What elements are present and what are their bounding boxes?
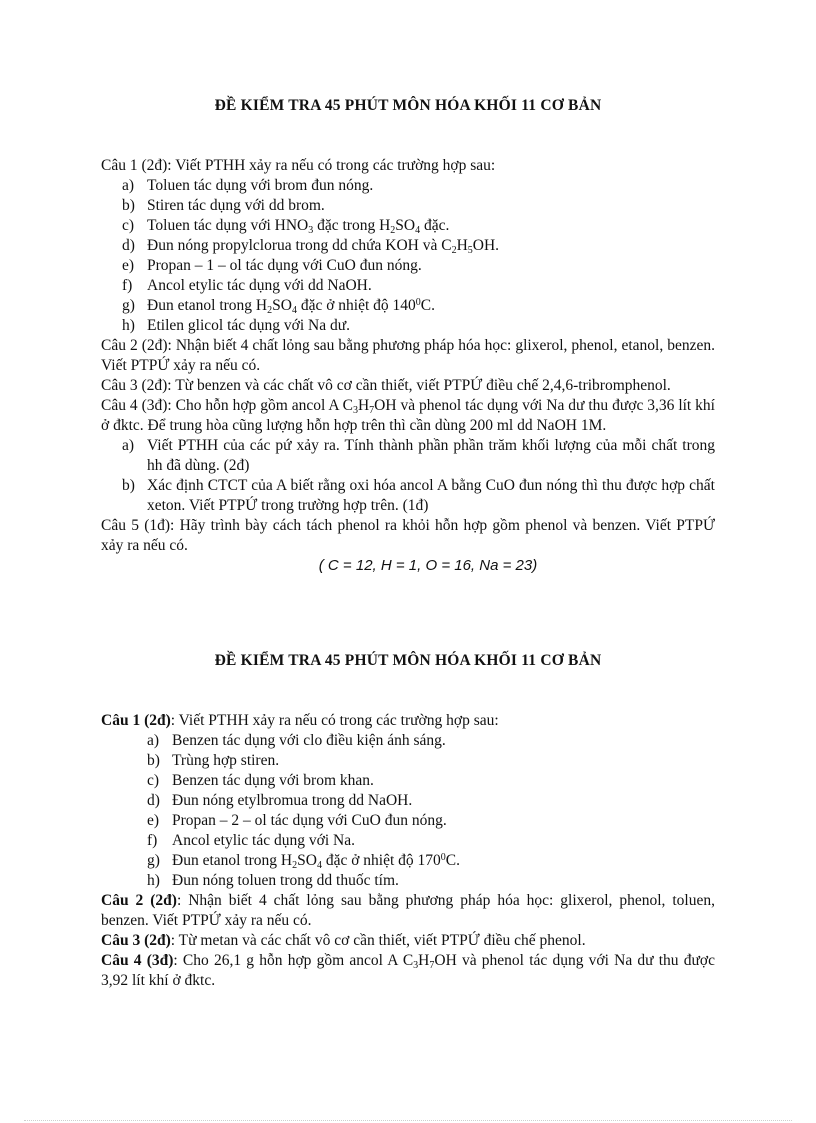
exam-version-1	[101, 96, 715, 576]
question-2: Câu 2 (2đ): Nhận biết 4 chất lỏng sau bằng phương pháp hóa học: glixerol, phenol, toluen, benzen. Viết PTPỨ xảy ra nếu có.	[101, 892, 715, 929]
list-item: a) Toluen tác dụng với brom đun nóng.	[122, 177, 374, 194]
question-label: Câu 3 (2đ)	[101, 377, 168, 394]
list-item: e) Propan – 2 – ol tác dụng với CuO đun nóng.	[147, 812, 447, 829]
list-item: h) Etilen glicol tác dụng với Na dư.	[122, 317, 350, 334]
question-label: Câu 2 (2đ)	[101, 892, 177, 909]
question-4: Câu 4 (3đ): Cho 26,1 g hỗn hợp gồm ancol A $C_3H_7OH$ và phenol tác dụng với Na dư thu được 3,92 lít khí ở đktc.	[101, 952, 715, 989]
question-4-items	[101, 436, 715, 516]
list-item: h) Đun nóng toluen trong dd thuốc tím.	[147, 872, 399, 889]
question-4: Câu 4 (3đ): Cho hỗn hợp gồm ancol A $C_3H_7OH$ và phenol tác dụng với Na dư thu được 3,36 lít khí ở đktc. Để trung hòa cũng lượng hỗn hợp trên thì cần dùng 200 ml dd NaOH 1M.	[101, 397, 715, 434]
list-item: d) Đun nóng etylbromua trong dd NaOH.	[147, 792, 413, 809]
question-5: Câu 5 (1đ): Hãy trình bày cách tách phenol ra khỏi hỗn hợp gồm phenol và benzen. Viết PTPỨ xảy ra nếu có.	[101, 517, 715, 554]
question-label: Câu 3 (2đ)	[101, 932, 171, 949]
atomic-masses-note: ( C = 12, H = 1, O = 16, Na = 23)	[318, 557, 538, 574]
list-item: f) Ancol etylic tác dụng với dd NaOH.	[122, 277, 372, 294]
question-1: Câu 1 (2đ): Viết PTHH xảy ra nếu có trong các trường hợp sau:	[101, 157, 496, 174]
question-3: Câu 3 (2đ): Từ metan và các chất vô cơ cần thiết, viết PTPỨ điều chế phenol.	[101, 932, 586, 949]
question-label: Câu 4 (3đ)	[101, 397, 168, 414]
list-item: b) Trùng hợp stiren.	[147, 752, 280, 769]
question-1-items	[101, 176, 715, 336]
exam-title: ĐỀ KIỂM TRA 45 PHÚT MÔN HÓA KHỐI 11 CƠ BẢN	[214, 97, 602, 114]
question-3: Câu 3 (2đ): Từ benzen và các chất vô cơ cần thiết, viết PTPỨ điều chế 2,4,6-tribromphenol.	[101, 377, 671, 394]
list-item: f) Ancol etylic tác dụng với Na.	[147, 832, 355, 849]
exam-title: ĐỀ KIỂM TRA 45 PHÚT MÔN HÓA KHỐI 11 CƠ BẢN	[214, 652, 602, 669]
list-item: g) Đun etanol trong $H_2SO_4$ đặc ở nhiệt độ $140^0C$.	[122, 297, 435, 316]
question-1: Câu 1 (2đ): Viết PTHH xảy ra nếu có trong các trường hợp sau:	[101, 712, 499, 729]
list-item: a) Viết PTHH của các pứ xảy ra. Tính thành phần phần trăm khối lượng của mỗi chất trong hh đã dùng. (2đ)	[122, 437, 715, 474]
page-bottom-divider	[24, 1120, 792, 1121]
question-label: Câu 4 (3đ)	[101, 952, 174, 969]
list-item: c) Benzen tác dụng với brom khan.	[147, 772, 374, 789]
list-item: b) Stiren tác dụng với dd brom.	[122, 197, 325, 214]
list-item: a) Benzen tác dụng với clo điều kiện ánh sáng.	[147, 732, 446, 749]
list-item: e) Propan – 1 – ol tác dụng với CuO đun nóng.	[122, 257, 422, 274]
exam-version-2	[101, 651, 715, 991]
question-label: Câu 1 (2đ)	[101, 712, 171, 729]
list-item: d) Đun nóng propylclorua trong dd chứa KOH và $C_2H_5OH$.	[122, 237, 500, 256]
question-label: Câu 5 (1đ)	[101, 517, 171, 534]
question-2: Câu 2 (2đ): Nhận biết 4 chất lỏng sau bằng phương pháp hóa học: glixerol, phenol, etanol, benzen. Viết PTPỨ xảy ra nếu có.	[101, 337, 715, 374]
list-item: g) Đun etanol trong $H_2SO_4$ đặc ở nhiệt độ $170^0C$.	[147, 852, 460, 871]
question-label: Câu 1 (2đ)	[101, 157, 168, 174]
question-label: Câu 2 (2đ)	[101, 337, 168, 354]
question-1-items	[101, 731, 715, 891]
list-item: c) Toluen tác dụng với $HNO_3$ đặc trong $H_2SO_4$ đặc.	[122, 217, 450, 236]
list-item: b) Xác định CTCT của A biết rằng oxi hóa ancol A bằng CuO đun nóng thì thu được hợp chất xeton. Viết PTPỨ trong trường hợp trên. (1đ)	[122, 477, 715, 514]
